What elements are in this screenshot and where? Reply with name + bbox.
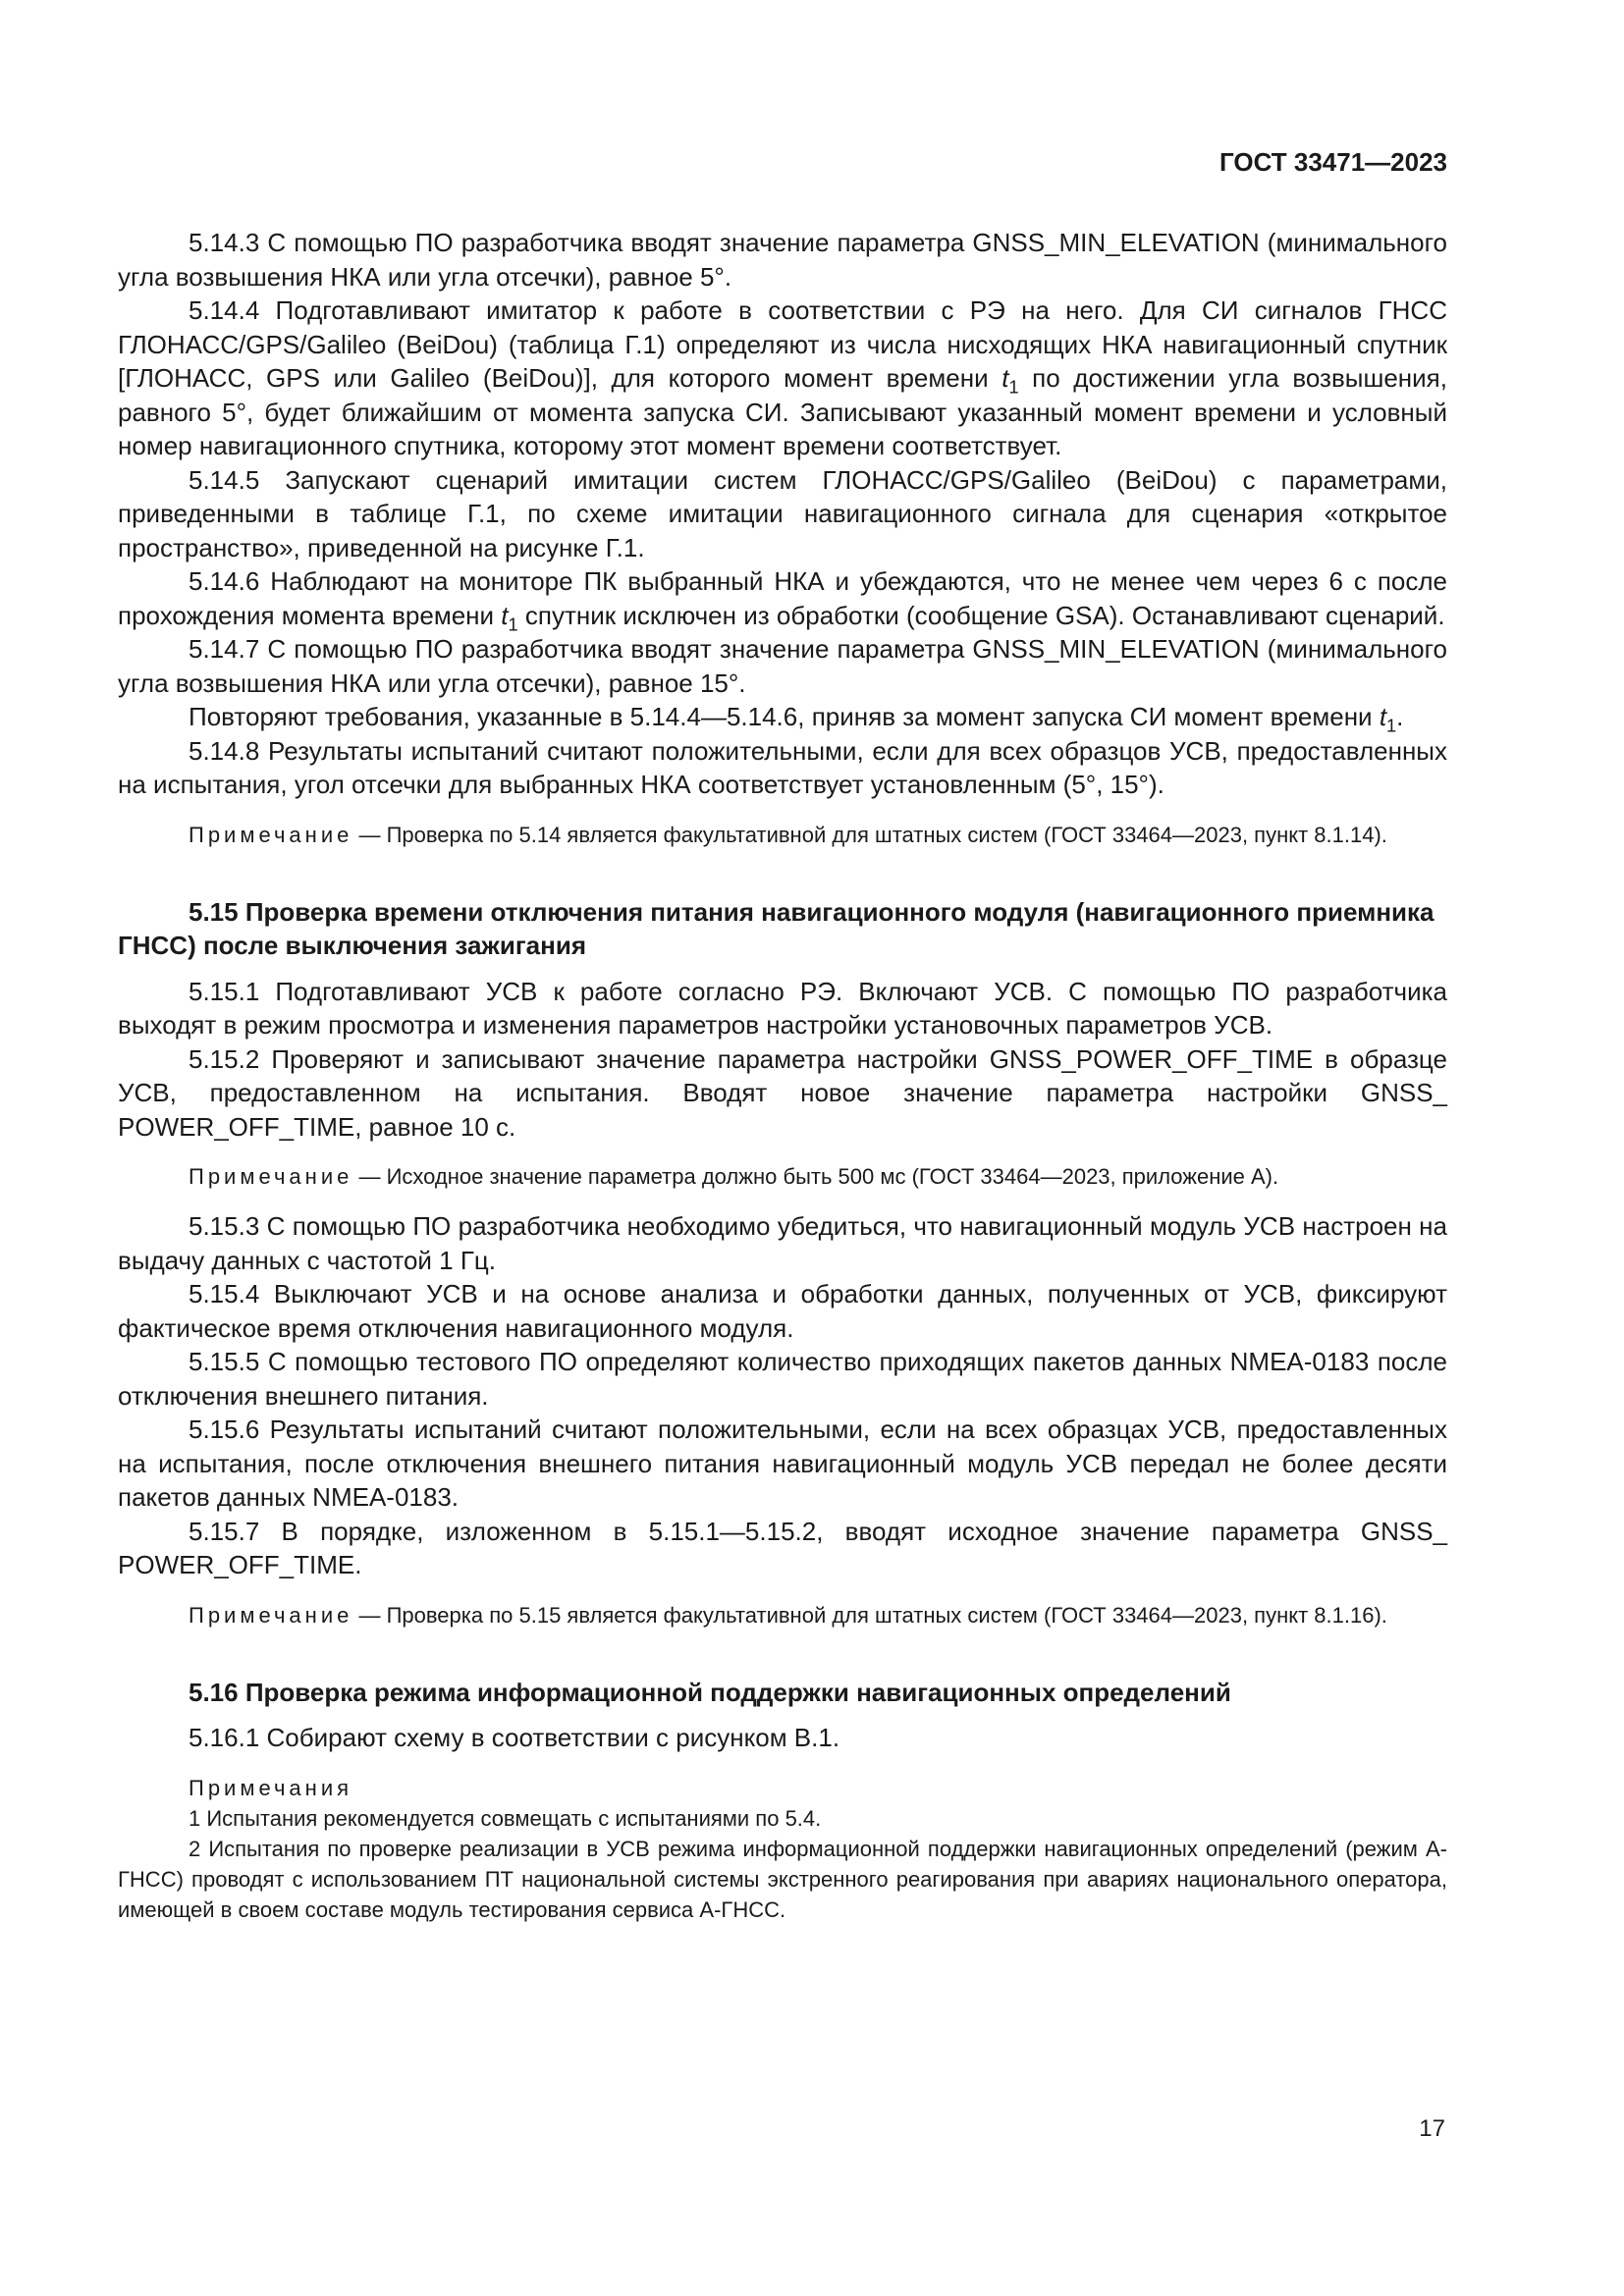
note-item-1: 1 Испытания рекомендуется совмещать с испытаниями по 5.4. (189, 1805, 822, 1831)
paragraph-5-14-6: 5.14.6 Наблюдают на мониторе ПК выбранный НКА и убеждаются, что не менее чем через 6 с после прохождения момента времени $t_1$ спутник исключен из обработки (сообщение GSA). Останавливают сценарий. (118, 566, 1447, 634)
paragraph-5-15-7: 5.15.7 В порядке, изложенном в 5.15.1—5.15.2, вводят исходное значение параметра GNSS_ POWER_OFF_TIME. (118, 1516, 1447, 1579)
paragraph-5-15-4: 5.15.4 Выключают УСВ и на основе анализа и обработки данных, полученных от УСВ, фиксируют фактическое время отключения навигационного модуля. (118, 1279, 1447, 1343)
time-subscript: 1 (1386, 716, 1397, 736)
notes-heading (118, 1773, 1447, 1803)
note-label: Примечание (189, 822, 353, 847)
note-label: Примечание (189, 1164, 353, 1189)
paragraph-5-14-4: 5.14.4 Подготавливают имитатор к работе в соответствии с РЭ на него. Для СИ сигналов ГНСС ГЛОНАСС/GPS/Galileo (BeiDou) (таблица Г.1) определяют из числа нисходящих НКА навигационный спутник [ГЛОНАСС, GPS или Galileo (BeiDou)], для которого момент времени $t_1$ по достижении угла возвышения, равного 5°, будет ближайшим от момента запуска СИ. Записывают указанный момент времени и условный номер навигационного спутника, которому этот момент времени соответствует. (118, 295, 1447, 460)
paragraph-5-15-2: 5.15.2 Проверяют и записывают значение параметра настройки GNSS_POWER_OFF_TIME в образце УСВ, предоставленном на испытания. Вводят новое значение параметра настройки GNSS_ POWER_OFF_TIME, равное 10 с. (118, 1043, 1447, 1142)
time-symbol: t (1379, 702, 1387, 731)
paragraph-5-15-6: 5.15.6 Результаты испытаний считают положительными, если на всех образцах УСВ, предоставленных на испытания, после отключения внешнего питания навигационный модуль УСВ передал не более десяти пакетов данных NMEA-0183. (118, 1415, 1447, 1512)
time-subscript: 1 (1008, 377, 1019, 398)
paragraph-5-14-7-repeat: Повторяют требования, указанные в 5.14.4—5.14.6, приняв за момент запуска СИ момент времени $t_1$. (189, 702, 1404, 736)
paragraph-5-15-1: 5.15.1 Подготавливают УСВ к работе согласно РЭ. Включают УСВ. С помощью ПО разработчика выходят в режим просмотра и изменения параметров настройки установочных параметров УСВ. (118, 976, 1447, 1040)
paragraph-5-15-3: 5.15.3 С помощью ПО разработчика необходимо убедиться, что навигационный модуль УСВ настроен на выдачу данных с частотой 1 Гц. (118, 1211, 1447, 1275)
note-5-15: Примечание — Проверка по 5.15 является факультативной для штатных систем (ГОСТ 33464—2023, пункт 8.1.16). (189, 1602, 1387, 1628)
time-symbol: t (1001, 363, 1009, 393)
paragraph-5-14-7: 5.14.7 С помощью ПО разработчика вводят значение параметра GNSS_MIN_ELEVATION (минимального угла возвышения НКА или угла отсечки), равное 15°. (118, 634, 1447, 698)
notes-label: Примечания (189, 1775, 353, 1800)
time-subscript: 1 (508, 614, 518, 634)
page-body (118, 226, 1447, 1925)
document-id-header: ГОСТ 33471—2023 (1219, 147, 1447, 177)
paragraph-5-15-5: 5.15.5 С помощью тестового ПО определяют количество приходящих пакетов данных NMEA-0183 после отключения внешнего питания. (118, 1347, 1447, 1411)
time-symbol: t (501, 600, 509, 630)
note-item-2: 2 Испытания по проверке реализации в УСВ режима информационной поддержки навигационных определений (режим А-ГНСС) проводят с использованием ПТ национальной системы экстренного реагирования при авариях национального оператора, имеющей в своем составе модуль тестирования сервиса А-ГНСС. (118, 1836, 1447, 1922)
page-number: 17 (1419, 2115, 1445, 2142)
heading-5-16: 5.16 Проверка режима информационной поддержки навигационных определений (189, 1677, 1231, 1707)
note-5-15-2: Примечание — Исходное значение параметра должно быть 500 мс (ГОСТ 33464—2023, приложение А). (189, 1164, 1279, 1189)
paragraph-5-16-1: 5.16.1 Собирают схему в соответствии с рисунком В.1. (189, 1723, 840, 1752)
paragraph-5-14-5: 5.14.5 Запускают сценарий имитации систем ГЛОНАСС/GPS/Galileo (BeiDou) с параметрами, приведенными в таблице Г.1, по схеме имитации навигационного сигнала для сценария «открытое пространство», приведенной на рисунке Г.1. (118, 464, 1447, 562)
heading-5-15: 5.15 Проверка времени отключения питания навигационного модуля (навигационного приемника ГНСС) после выключения зажигания (118, 896, 1435, 960)
paragraph-5-14-8: 5.14.8 Результаты испытаний считают положительными, если для всех образцов УСВ, предоставленных на испытания, угол отсечки для выбранных НКА соответствует установленным (5°, 15°). (118, 735, 1447, 799)
note-label: Примечание (189, 1602, 353, 1628)
paragraph-5-14-3: 5.14.3 С помощью ПО разработчика вводят значение параметра GNSS_MIN_ELEVATION (минимального угла возвышения НКА или угла отсечки), равное 5°. (118, 228, 1447, 292)
note-5-14: Примечание — Проверка по 5.14 является факультативной для штатных систем (ГОСТ 33464—2023, пункт 8.1.14). (189, 822, 1387, 847)
